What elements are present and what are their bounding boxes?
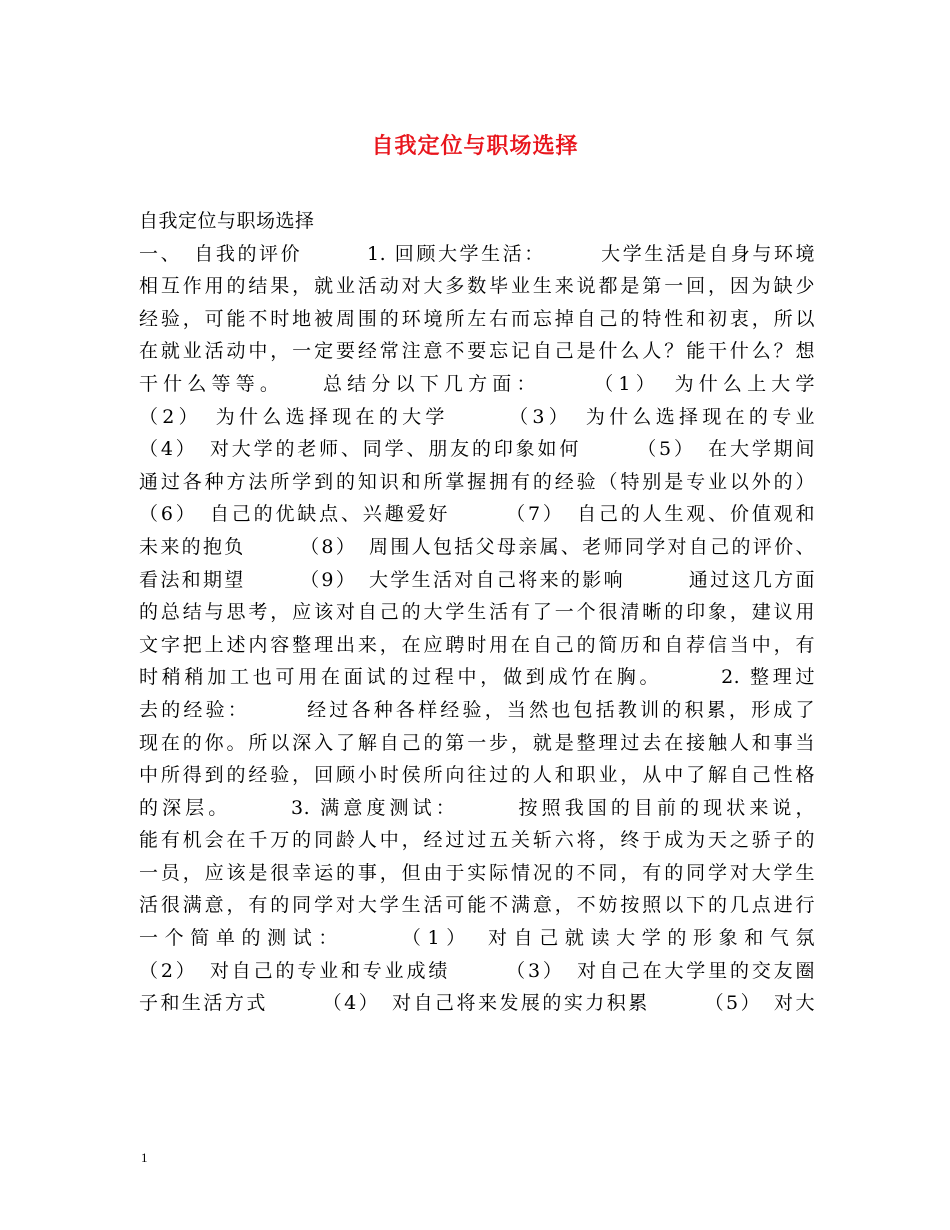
body-line: 相互作用的结果，就业活动对大多数毕业生来说都是第一回，因为缺少 [139, 275, 815, 298]
body-line: 在就业活动中，一定要经常注意不要忘记自己是什么人？能干什么？想 [139, 340, 815, 363]
body-line: 干什么等等。 总结分以下几方面： （1） 为什么上大学 [139, 372, 815, 395]
body-line: 时稍稍加工也可用在面试的过程中，做到成竹在胸。 2. 整理过 [139, 666, 815, 689]
body-line: 的总结与思考，应该对自己的大学生活有了一个很清晰的印象，建议用 [139, 601, 815, 624]
body-line: 的深层。 3. 满意度测试： 按照我国的目前的现状来说， [139, 796, 815, 819]
body-line: （2） 为什么选择现在的大学 （3） 为什么选择现在的专业 [139, 405, 815, 428]
body-line: 经验，可能不时地被周围的环境所左右而忘掉自己的特性和初衷，所以 [139, 307, 815, 330]
body-line: 看法和期望 （9） 大学生活对自己将来的影响 通过这几方面 [139, 568, 815, 591]
body-line: （6） 自己的优缺点、兴趣爱好 （7） 自己的人生观、价值观和 [139, 503, 815, 526]
page-number: 1 [141, 1150, 148, 1165]
body-line: 现在的你。所以深入了解自己的第一步，就是整理过去在接触人和事当 [139, 731, 815, 754]
body-line: 子和生活方式 （4） 对自己将来发展的实力积累 （5） 对大 [139, 992, 815, 1015]
body-line: 未来的抱负 （8） 周围人包括父母亲属、老师同学对自己的评价、 [139, 535, 815, 558]
body-line: 去的经验： 经过各种各样经验，当然也包括教训的积累，形成了 [139, 698, 815, 721]
body-line: 自我定位与职场选择 [139, 210, 315, 232]
body-line: 通过各种方法所学到的知识和所掌握拥有的经验（特别是专业以外的） [139, 470, 815, 493]
body-line: 中所得到的经验，回顾小时侯所向往过的人和职业，从中了解自己性格 [139, 764, 815, 787]
body-line: 一员，应该是很幸运的事，但由于实际情况的不同，有的同学对大学生 [139, 861, 815, 884]
body-line: 活很满意，有的同学对大学生活可能不满意，不妨按照以下的几点进行 [139, 894, 815, 917]
body-line: 一个简单的测试： （1） 对自己就读大学的形象和气氛 [139, 927, 815, 950]
body-line: 能有机会在千万的同龄人中，经过过五关斩六将，终于成为天之骄子的 [139, 829, 815, 852]
body-line: 文字把上述内容整理出来，在应聘时用在自己的简历和自荐信当中，有 [139, 633, 815, 656]
body-line: 一、 自我的评价 1. 回顾大学生活： 大学生活是自身与环境 [139, 242, 815, 265]
body-line: （2） 对自己的专业和专业成绩 （3） 对自己在大学里的交友圈 [139, 959, 815, 982]
document-body [139, 205, 815, 1020]
body-line: （4） 对大学的老师、同学、朋友的印象如何 （5） 在大学期间 [139, 438, 815, 461]
document-title: 自我定位与职场选择 [371, 134, 579, 159]
